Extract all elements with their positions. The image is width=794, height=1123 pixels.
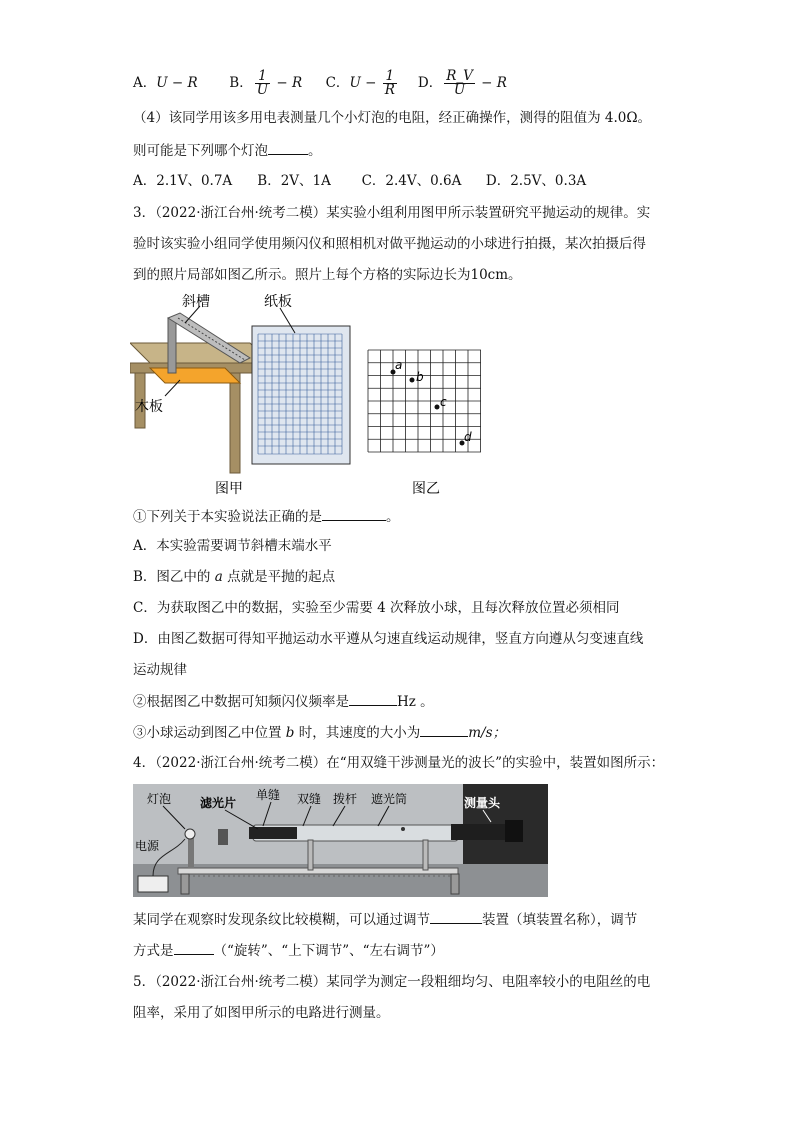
lever-label: 拨杆 [333, 792, 358, 806]
q3-option-d-line1: D．由图乙数据可得知平抛运动水平遵从匀速直线运动规律，竖直方向遵从匀变速直线 [133, 631, 644, 647]
q3-option-a: A．本实验需要调节斜槽末端水平 [133, 538, 332, 554]
q2-option-b: B． $\frac{1}{U}$ − R [229, 68, 303, 98]
double-slit-apparatus-photo [133, 784, 548, 897]
q3-option-c: C．为获取图乙中的数据，实验至少需要 4 次释放小球，且每次释放位置必须相同 [133, 600, 620, 616]
q3-line3: 到的照片局部如图乙所示。照片上每个方格的实际边长为10cm。 [133, 267, 522, 283]
answer-blank[interactable] [349, 691, 397, 706]
figure-b-grid [365, 348, 490, 500]
point-d-label: d [464, 430, 472, 444]
q3-option-b: B．图乙中的 a 点就是平抛的起点 [133, 569, 336, 585]
answer-blank[interactable] [420, 722, 468, 737]
q2-part4-line2: 则可能是下列哪个灯泡 。 [133, 140, 322, 161]
answer-blank[interactable] [430, 909, 482, 924]
q5-line2: 阻率，采用了如图甲所示的电路进行测量。 [133, 1005, 390, 1021]
answer-blank[interactable] [174, 940, 214, 955]
q3-line1: 3．（2022·浙江台州·统考二模）某实验小组利用图甲所示装置研究平抛运动的规律。实 [133, 205, 651, 221]
q2p4-option-b: B．2V、1A [257, 173, 331, 189]
q4-line3: 方式是 （“旋转”、“上下调节”、“左右调节”） [133, 940, 444, 961]
paper-board-label: 纸板 [264, 294, 292, 310]
q3-sub2: ②根据图乙中数据可知频闪仪频率是 Hz 。 [133, 691, 434, 712]
answer-blank[interactable] [322, 506, 386, 521]
q2-option-a: A．U − R [133, 75, 198, 91]
figure-a-apparatus [130, 288, 355, 500]
point-b [410, 378, 415, 383]
q2p4-option-a: A．2.1V、0.7A [133, 173, 233, 189]
point-c [435, 405, 440, 410]
point-b-label: b [416, 370, 424, 384]
q4-line2: 某同学在观察时发现条纹比较模糊，可以通过调节 装置（填装置名称），调节 [133, 909, 637, 930]
chute-label: 斜槽 [182, 294, 210, 310]
q2-part4-options [133, 171, 586, 191]
wood-board-label: 木板 [135, 399, 163, 415]
q2-options-row [133, 70, 507, 97]
q4-line1: 4．（2022·浙江台州·统考二模）在“用双缝干涉测量光的波长”的实验中，装置如图所示： [133, 755, 665, 771]
point-a-label: a [395, 358, 403, 372]
figure-b-caption: 图乙 [412, 481, 440, 497]
q2-part4-line1: （4）该同学用该多用电表测量几个小灯泡的电阻，经正确操作，测得的阻值为 4.0Ω。 [133, 110, 652, 126]
q2-option-c: C．U − $\frac{1}{R}$ [325, 68, 395, 98]
q3-option-d-line2: 运动规律 [133, 662, 187, 678]
measuring-head-label: 测量头 [464, 796, 501, 810]
q3-line2: 验时该实验小组同学使用频闪仪和照相机对做平抛运动的小球进行拍摄，某次拍摄后得 [133, 236, 646, 252]
q2p4-option-d: D．2.5V、0.3A [485, 173, 587, 189]
shade-tube-label: 遮光筒 [371, 792, 408, 806]
single-slit-label: 单缝 [256, 788, 281, 802]
q2p4-option-c: C．2.4V、0.6A [361, 173, 462, 189]
double-slit-label: 双缝 [297, 792, 322, 806]
q2-option-d: D． $\frac{R\_V}{U}$ − R [417, 68, 507, 98]
lamp-label: 灯泡 [147, 792, 172, 806]
q5-line1: 5．（2022·浙江台州·统考二模）某同学为测定一段粗细均匀、电阻率较小的电阻丝的电 [133, 974, 651, 990]
point-c-label: c [440, 395, 447, 409]
q3-sub1: ①下列关于本实验说法正确的是 。 [133, 506, 400, 527]
figure-a-caption: 图甲 [215, 481, 243, 497]
q3-sub3: ③小球运动到图乙中位置 b 时，其速度的大小为 m/s； [133, 722, 506, 743]
power-label: 电源 [135, 839, 160, 853]
answer-blank[interactable] [268, 140, 308, 155]
filter-label: 滤光片 [200, 796, 237, 810]
